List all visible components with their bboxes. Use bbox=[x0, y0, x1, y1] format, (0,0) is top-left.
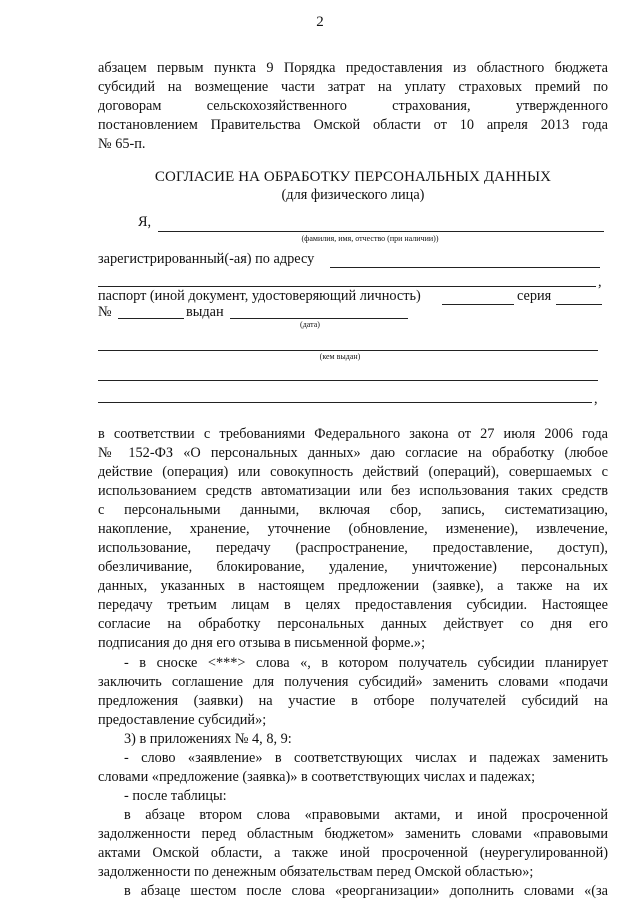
body-line-6: накопление, хранение, уточнение (обновление, изменение), извлечение, bbox=[98, 521, 608, 537]
extra-field-line-2[interactable] bbox=[98, 402, 592, 403]
body-line-4: использованием средств автоматизации или без использования таких средств bbox=[98, 483, 608, 499]
date-hint: (дата) bbox=[300, 320, 320, 329]
issue-date-field-line[interactable] bbox=[230, 318, 408, 319]
passport-type-field-line[interactable] bbox=[442, 304, 514, 305]
item3-bullet2: - после таблицы: bbox=[124, 788, 227, 804]
item3-bullet3-line2: задолженности перед областным бюджетом» заменить словами «правовыми bbox=[98, 826, 608, 842]
footnote-line-3: предложения (заявки) на участие в отборе получателей субсидий на bbox=[98, 693, 608, 709]
i-label: Я, bbox=[138, 214, 152, 230]
intro-line-1: абзацем первым пункта 9 Порядка предоставления из областного бюджета bbox=[98, 60, 608, 76]
body-line-7: использование, передачу (распространение, предоставление, доступ), bbox=[98, 540, 608, 556]
address-label: зарегистрированный(-ая) по адресу bbox=[98, 251, 315, 267]
consent-title: СОГЛАСИЕ НА ОБРАБОТКУ ПЕРСОНАЛЬНЫХ ДАННЫХ bbox=[154, 169, 552, 185]
intro-line-5: № 65-п. bbox=[98, 136, 146, 152]
body-line-8: обезличивание, блокирование, удаление, уничтожение) персональных bbox=[98, 559, 608, 575]
fio-hint: (фамилия, имя, отчество (при наличии)) bbox=[301, 234, 439, 243]
page-number: 2 bbox=[316, 14, 324, 30]
body-line-2: № 152-ФЗ «О персональных данных» даю согласие на обработку (любое bbox=[98, 445, 608, 461]
item3-bullet1-line2: словами «предложение (заявка)» в соответствующих числах и падежах; bbox=[98, 769, 536, 785]
consent-subtitle: (для физического лица) bbox=[281, 187, 425, 203]
passport-label: паспорт (иной документ, удостоверяющий личность) bbox=[98, 288, 421, 304]
item3-bullet4: в абзаце шестом после слова «реорганизации» дополнить словами «(за bbox=[124, 883, 608, 899]
intro-line-4: постановлением Правительства Омской области от 10 апреля 2013 года bbox=[98, 117, 608, 133]
issuer-field-line[interactable] bbox=[98, 350, 598, 351]
address-comma: , bbox=[598, 274, 602, 290]
body-line-11: согласие на обработку персональных данных действует со дня его bbox=[98, 616, 608, 632]
number-label: № bbox=[98, 304, 112, 320]
number-field-line[interactable] bbox=[118, 318, 184, 319]
body-line-5: с персональными данными, включая сбор, запись, систематизацию, bbox=[98, 502, 608, 518]
address-field-line-1[interactable] bbox=[330, 267, 600, 268]
footnote-line-1: - в сноске <***> слова «, в котором получатель субсидии планирует bbox=[124, 655, 608, 671]
item3-bullet1-line1: - слово «заявление» в соответствующих числах и падежах заменить bbox=[124, 750, 608, 766]
series-label: серия bbox=[517, 288, 552, 304]
body-line-9: данных, указанных в настоящем предложении (заявке), а также на их bbox=[98, 578, 608, 594]
extra-comma: , bbox=[594, 391, 598, 407]
extra-field-line-1[interactable] bbox=[98, 380, 598, 381]
issued-label: выдан bbox=[186, 304, 224, 320]
body-line-10: передачу третьим лицам в целях предоставления субсидии. Настоящее bbox=[98, 597, 608, 613]
intro-line-3: договорам сельскохозяйственного страхования, утвержденного bbox=[98, 98, 608, 114]
item3-heading: 3) в приложениях № 4, 8, 9: bbox=[124, 731, 292, 747]
item3-bullet3-line4: задолженности по денежным обязательствам перед Омской областью»; bbox=[98, 864, 534, 880]
body-line-12: подписания до дня его отзыва в письменной форме.»; bbox=[98, 635, 426, 651]
item3-bullet3-line3: актами Омской области, а также иной просроченной (неурегулированной) bbox=[98, 845, 608, 861]
issuer-hint: (кем выдан) bbox=[319, 352, 361, 361]
body-line-3: действие (операция) или совокупность действий (операций), совершаемых с bbox=[98, 464, 608, 480]
body-line-1: в соответствии с требованиями Федерального закона от 27 июля 2006 года bbox=[98, 426, 608, 442]
intro-line-2: субсидий на возмещение части затрат на уплату страховых премий по bbox=[98, 79, 608, 95]
fio-field-line[interactable] bbox=[158, 231, 604, 232]
footnote-line-4: предоставление субсидий»; bbox=[98, 712, 267, 728]
item3-bullet3-line1: в абзаце втором слова «правовыми актами, и иной просроченной bbox=[124, 807, 608, 823]
footnote-line-2: заключить соглашение для получения субсидий» заменить словами «подачи bbox=[98, 674, 608, 690]
series-field-line[interactable] bbox=[556, 304, 602, 305]
